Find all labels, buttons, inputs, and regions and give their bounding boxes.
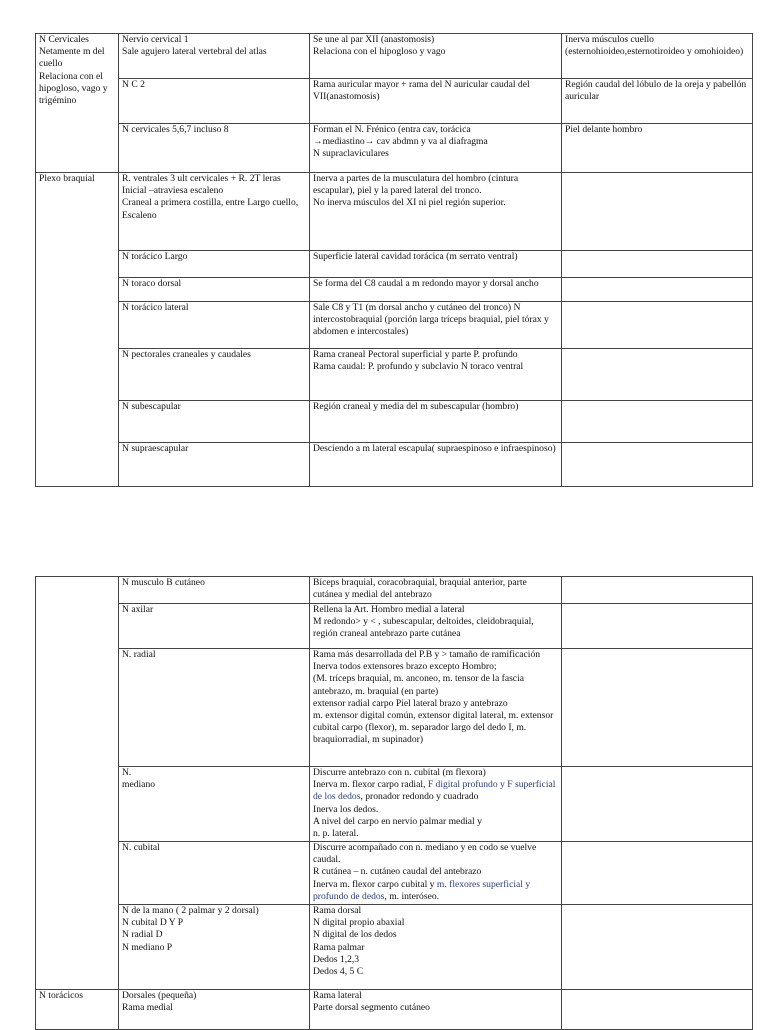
target-cell bbox=[562, 905, 753, 990]
table-row bbox=[36, 278, 753, 302]
table-row bbox=[36, 604, 753, 649]
nerve-cell: N axilar bbox=[119, 604, 310, 649]
target-cell: Inerva músculos cuello (esternohioideo,esternotiroideo y omohioideo) bbox=[562, 34, 753, 79]
nerve-cell: N subescapular bbox=[119, 401, 310, 443]
table-row bbox=[36, 251, 753, 278]
target-cell bbox=[562, 842, 753, 905]
table-row bbox=[36, 79, 753, 124]
nerve-cell: R. ventrales 3 ult cervicales + R. 2T leras Inicial –atraviesa escaleno Craneal a primera costilla, entre Largo cuello, Escaleno bbox=[119, 173, 310, 251]
nerve-cell: N. mediano bbox=[119, 767, 310, 842]
nerve-cell: N de la mano ( 2 palmar y 2 dorsal) N cubital D Y P N radial D N mediano P bbox=[119, 905, 310, 990]
description-cell: Rama más desarrollada del P.B y > tamaño de ramificación Inerva todos extensores brazo excepto Hombro; (M. tríceps braquial, m. anconeo, m. tensor de la fascia antebrazo, m. braquial (en parte) extensor radial carpo Piel lateral brazo y antebrazo m. extensor digital común, extensor digital lateral, m. extensor cubital carpo (flexor), m. separador largo del dedo I, m. braquiorradial, m supinador) bbox=[310, 649, 562, 767]
description-cell: Discurre antebrazo con n. cubital (m flexora) Inerva m. flexor carpo radial, F digital profundo y F superficial de los dedos, pronador redondo y cuadrado Inerva los dedos. A nivel del carpo en nervio palmar medial y n. p. lateral. bbox=[310, 767, 562, 842]
nerve-cell: N. cubital bbox=[119, 842, 310, 905]
description-cell: Rama lateral Parte dorsal segmento cutáneo bbox=[310, 990, 562, 1030]
nerve-cell: N toraco dorsal bbox=[119, 278, 310, 302]
nerve-cell: N pectorales craneales y caudales bbox=[119, 349, 310, 401]
target-cell: Región caudal del lóbulo de la oreja y pabellón auricular bbox=[562, 79, 753, 124]
description-cell: Se forma del C8 caudal a m redondo mayor y dorsal ancho bbox=[310, 278, 562, 302]
table-row bbox=[36, 401, 753, 443]
description-cell: Se une al par XII (anastomosis) Relaciona con el hipogloso y vago bbox=[310, 34, 562, 79]
group-cell: Plexo braquial bbox=[36, 173, 119, 487]
description-cell: Rama craneal Pectoral superficial y parte P. profundo Rama caudal: P. profundo y subclavio N toraco ventral bbox=[310, 349, 562, 401]
table-row bbox=[36, 577, 753, 604]
nerve-cell: N torácico Largo bbox=[119, 251, 310, 278]
nerve-cell: N torácico lateral bbox=[119, 302, 310, 349]
nerve-cell: N cervicales 5,6,7 incluso 8 bbox=[119, 124, 310, 173]
group-cell: N Cervicales Netamente m del cuello Relaciona con el hipogloso, vago y trigémino bbox=[36, 34, 119, 173]
description-cell: Desciendo a m lateral escapula( supraespinoso e infraespinoso) bbox=[310, 443, 562, 487]
description-cell: Bíceps braquial, coracobraquial, braquial anterior, parte cutánea y medial del antebrazo bbox=[310, 577, 562, 604]
table-row bbox=[36, 905, 753, 990]
target-cell bbox=[562, 767, 753, 842]
nerve-cell: N. radial bbox=[119, 649, 310, 767]
target-cell bbox=[562, 443, 753, 487]
nerve-cell: N musculo B cutáneo bbox=[119, 577, 310, 604]
target-cell bbox=[562, 173, 753, 251]
table-row bbox=[36, 842, 753, 905]
table-row bbox=[36, 349, 753, 401]
table-row bbox=[36, 124, 753, 173]
target-cell bbox=[562, 251, 753, 278]
table-row bbox=[36, 767, 753, 842]
nerve-table-1 bbox=[35, 33, 753, 487]
description-cell: Rellena la Art. Hombro medial a lateral M redondo> y < , subescapular, deltoides, cleidobraquial, región craneal antebrazo parte cutánea bbox=[310, 604, 562, 649]
table-row bbox=[36, 34, 753, 79]
table-row bbox=[36, 443, 753, 487]
description-cell: Región craneal y media del m subescapular (hombro) bbox=[310, 401, 562, 443]
description-cell: Rama auricular mayor + rama del N auricular caudal del VII(anastomosis) bbox=[310, 79, 562, 124]
description-cell: Inerva a partes de la musculatura del hombro (cintura escapular), piel y la pared lateral del tronco. No inerva músculos del XI ni piel región superior. bbox=[310, 173, 562, 251]
nerve-cell: Dorsales (pequeña) Rama medial bbox=[119, 990, 310, 1030]
group-cell: N torácicos bbox=[36, 990, 119, 1030]
description-cell: Discurre acompañado con n. mediano y en codo se vuelve caudal. R cutánea – n. cutáneo caudal del antebrazo Inerva m. flexor carpo cubital y m. flexores superficial y profundo de dedos, m. interóseo. bbox=[310, 842, 562, 905]
group-cell bbox=[36, 577, 119, 990]
nerve-table-2 bbox=[35, 576, 753, 1030]
target-cell bbox=[562, 577, 753, 604]
description-cell: Rama dorsal N digital propio abaxial N digital de los dedos Rama palmar Dedos 1,2,3 Dedos 4, 5 C bbox=[310, 905, 562, 990]
target-cell bbox=[562, 349, 753, 401]
target-cell bbox=[562, 401, 753, 443]
target-cell bbox=[562, 278, 753, 302]
table-row bbox=[36, 173, 753, 251]
table-row bbox=[36, 649, 753, 767]
nerve-cell: N C 2 bbox=[119, 79, 310, 124]
target-cell bbox=[562, 604, 753, 649]
nerve-cell: N supraescapular bbox=[119, 443, 310, 487]
target-cell: Piel delante hombro bbox=[562, 124, 753, 173]
table-row bbox=[36, 302, 753, 349]
target-cell bbox=[562, 302, 753, 349]
description-cell: Superficie lateral cavidad torácica (m serrato ventral) bbox=[310, 251, 562, 278]
target-cell bbox=[562, 649, 753, 767]
nerve-cell: Nervio cervical 1 Sale agujero lateral vertebral del atlas bbox=[119, 34, 310, 79]
description-cell: Forman el N. Frénico (entra cav, torácica →mediastino→ cav abdmn y va al diafragma N supraclaviculares bbox=[310, 124, 562, 173]
description-cell: Sale C8 y T1 (m dorsal ancho y cutáneo del tronco) N intercostobraquial (porción larga tríceps braquial, piel tórax y abdomen e intercostales) bbox=[310, 302, 562, 349]
